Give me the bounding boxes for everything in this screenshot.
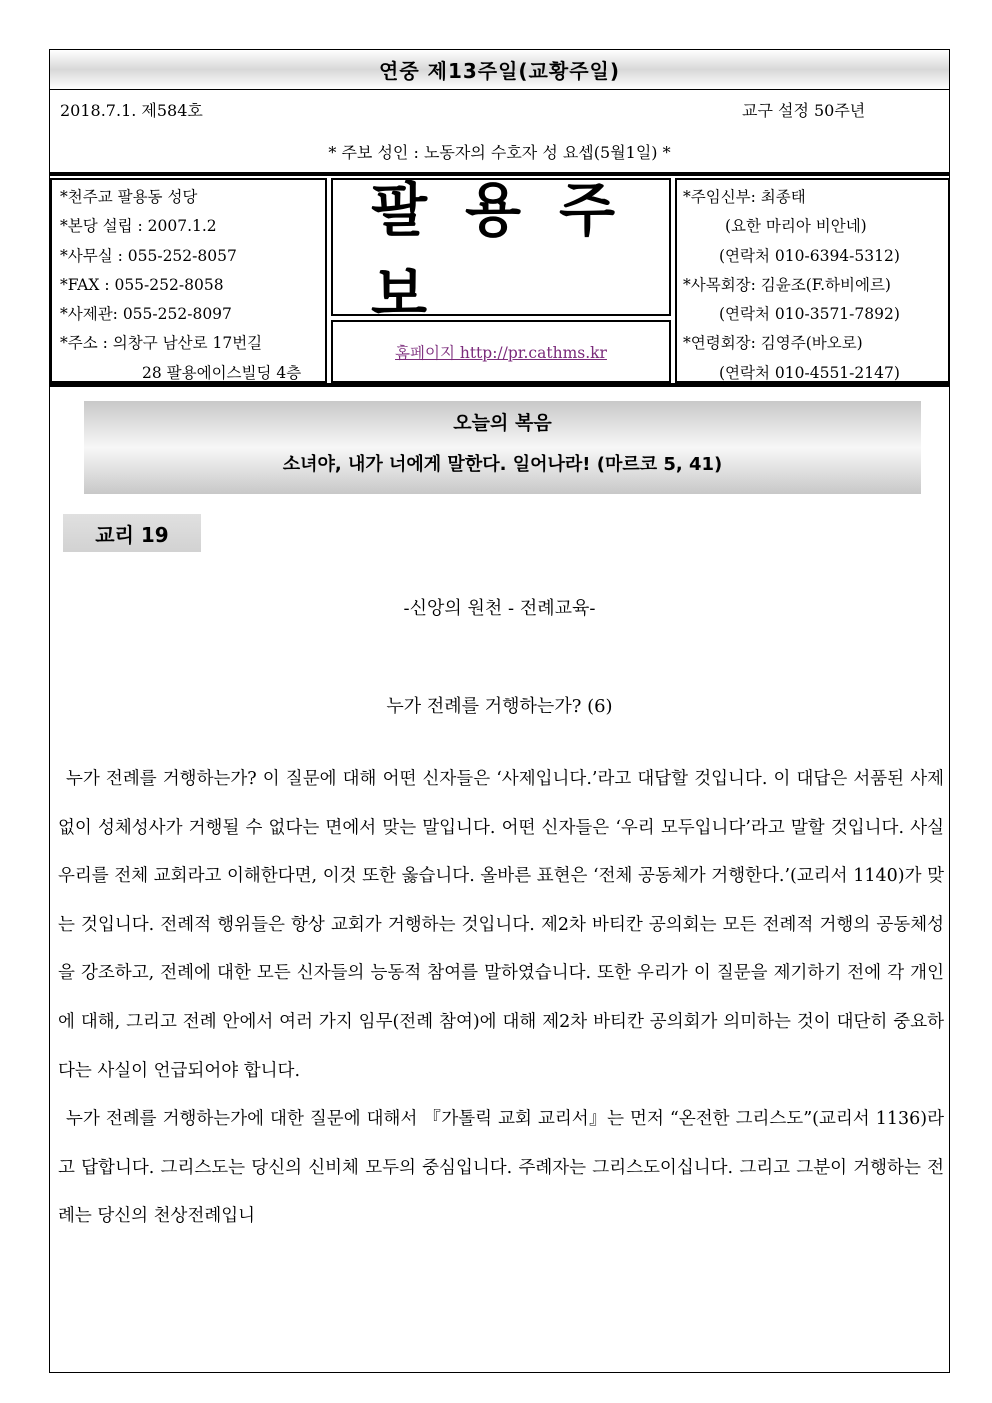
homepage-link[interactable]: 홈페이지 http://pr.cathms.kr [395,343,607,362]
bulletin-title: 연중 제13주일(교황주일) [50,50,949,90]
patron-saint: * 주보 성인 : 노동자의 수호자 성 요셉(5월1일) * [328,143,671,162]
bulletin-logo: 팔용주보 [331,178,671,316]
founding-date: *본당 설립 : 2007.1.2 [60,217,217,236]
staff-box [675,178,950,383]
paragraph: 누가 전례를 거행하는가에 대한 질문에 대해서 『가톨릭 교회 교리서』는 먼저 “온전한 그리스도”(교리서 1136)라고 답합니다. 그리스도는 당신의 신비체 모두의 중심입니다. 주례자는 그리스도이십니다. 그리고 그분이 거행하는 전례는 당신의 천상전례입니 [58,1109,944,1227]
paragraph: 누가 전례를 거행하는가? 이 질문에 대해 어떤 신자들은 ‘사제입니다.’라고 대답할 것입니다. 이 대답은 서품된 사제 없이 성체성사가 거행될 수 없다는 면에서 맞는 말입니다. 어떤 신자들은 ‘우리 모두입니다’라고 말할 것입니다. 사실 우리를 전체 교회라고 이해한다면, 이것 또한 옳습니다. 올바른 표현은 ‘전체 공동체가 거행한다.’(교리서 1140)가 맞는 것입니다. 전례적 행위들은 항상 교회가 거행하는 것입니다. 제2차 바티칸 공의회는 모든 전례적 거행의 공동체성을 강조하고, 전례에 대한 모든 신자들의 능동적 참여를 말하였습니다. 또한 우리가 이 질문을 제기하기 전에 각 개인에 대해, 그리고 전례 안에서 여러 가지 임무(전례 참여)에 대해 제2차 바티칸 공의회가 의미하는 것이 대단히 중요하다는 사실이 언급되어야 합니다. [58,769,944,1081]
pastor-name: *주임신부: 최종태 [683,188,806,206]
elders-contact: (연락처 010-4551-2147) [719,363,900,382]
office-phone: *사무실 : 055-252-8057 [60,246,237,265]
gospel-banner [84,401,921,494]
parish-name: *천주교 팔용동 성당 [60,188,198,206]
council-contact: (연락처 010-3571-7892) [719,305,900,324]
rectory-phone: *사제관: 055-252-8097 [60,305,232,324]
divider [50,383,949,387]
parish-info-box [50,178,327,383]
elders-president: *연령회장: 김영주(바오로) [683,334,863,353]
homepage-box [331,320,671,383]
gospel-title: 오늘의 복음 [453,412,552,434]
gospel-verse: 소녀야, 내가 너에게 말한다. 일어나라! (마르코 5, 41) [282,454,723,475]
anniversary-text: 교구 설정 50주년 [742,101,866,120]
pastor-baptismal-name: (요한 마리아 비안네) [725,217,867,236]
doctrine-subtitle: -신앙의 원천 - 전례교육- [403,598,596,619]
doctrine-heading: 누가 전례를 거행하는가? (6) [386,696,613,717]
address-cont: 28 팔용에이스빌딩 4층 [142,363,302,382]
address: *주소 : 의창구 남산로 17번길 [60,334,263,353]
doctrine-label: 교리 19 [63,514,201,552]
issue-date: 2018.7.1. 제584호 [60,101,203,120]
doctrine-body [58,755,944,1241]
fax-number: *FAX : 055-252-8058 [60,275,224,294]
pastor-contact: (연락처 010-6394-5312) [719,246,900,265]
council-president: *사목회장: 김윤조(F.하비에르) [683,275,891,294]
